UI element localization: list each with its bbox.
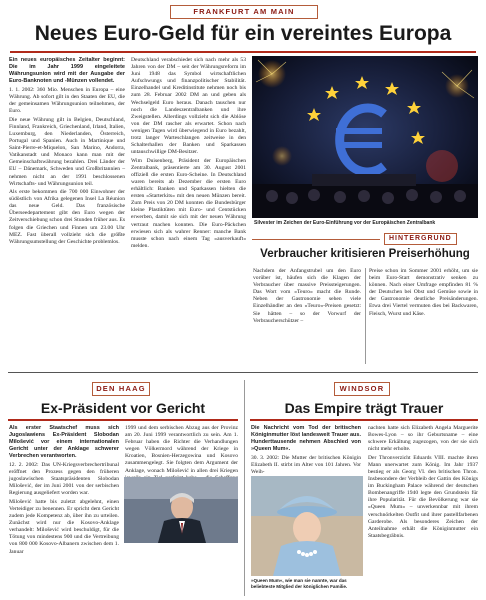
euro-column-1 [9, 57, 125, 369]
queen-mum-illustration [251, 476, 363, 576]
kicker-den-haag: DEN HAAG [92, 382, 150, 396]
haag-col1-p1: 12. 2. 2002: Das UN-Kriegsverbrechertribunal eröffnet den Prozess gegen den früheren jugoslawischen Staatspräsidenten Slobodan Milošević, der im Juni 2001 von der serbischen Regierung ausgeliefert worden war. [9, 462, 119, 497]
preise-column-1 [253, 268, 361, 368]
headline-preiserhoehung: Verbraucher kritisieren Preiserhöhung [260, 248, 470, 260]
windsor-column-1 [251, 425, 361, 475]
headline-ex-praesident: Ex-Präsident vor Gericht [40, 400, 206, 416]
tag-hintergrund: HINTERGRUND [384, 233, 457, 245]
euro-photo-caption: Silvester im Zeichen der Euro-Einführung vor der Europäischen Zentralbank [254, 220, 436, 226]
haag-column-1 [9, 425, 119, 595]
milosevic-photo [124, 477, 238, 543]
euro-lead: Ein neues europäisches Zeitalter beginnt: Die im Jahr 1999 eingeleitete Währungsunion wird mit der Ausgabe der Euro-Banknoten und -Münzen vollendet. [9, 57, 125, 84]
windsor-lead: Die Nachricht vom Tod der britischen Königinmutter löst landesweit Trauer aus. Hunderttausende nehmen Abschied von »Queen Mum«. [251, 425, 361, 452]
windsor-col1-text: 30. 3. 2002: Die Mutter der britischen Königin Elizabeth II. stirbt im Alter von 101 Jahren. Vor Weih- [251, 455, 361, 476]
windsor-rule [250, 419, 478, 421]
haag-lead: Als erster Staatschef muss sich Jugoslawiens Ex-Präsident Slobodan Milošević vor einem internationalen Gericht unter der Anklage schwerer Verbrechen verantworten. [9, 425, 119, 459]
kicker-windsor: WINDSOR [334, 382, 390, 396]
preise-col2-text: Preise schon im Sommer 2001 erhöht, um sie beim Euro-Start demonstrativ senken zu können. Nach einer Umfrage empfinden 81 % der Deutschen bei Obst und Gemüse sowie in der Gastronomie deutliche Preisänderungen. Etwa drei Viertel vermuten dies bei Backwaren, Fleisch, Wurst und Käse. [369, 268, 478, 317]
headline-empire: Das Empire trägt Trauer [284, 400, 444, 416]
euro-sculpture-illustration [252, 56, 478, 218]
preise-column-divider [365, 268, 366, 364]
hintergrund-rule [252, 239, 380, 240]
euro-col2-p1: Deutschland verabschiedet sich nach mehr als 53 Jahren von der DM – seit der Währungsreform im Juni 1948 das Symbol wirtschaftlichen Aufschwungs und finanzpolitischer Stabilität. Einzelhandel und Kreditinstitute nehmen noch bis zum 28. Februar 2002 DM an und geben als Wechselgeld Euro heraus. Danach tauschen nur noch die Landeszentralbanken und ihre Zweigstellen. Allerdings vollzieht sich die Ablöse von der DM rascher als erwartet. Schon nach wenigen Tagen wird überwiegend in Euro bezahlt, trotz langer Warteschlangen zeitweise in den Schalterhallen der Banken und Sparkassen untauschwillige DM-Besitzer. [131, 57, 246, 156]
courtroom-illustration [124, 477, 238, 543]
queen-mum-photo [251, 476, 363, 576]
haag-column-2b [125, 545, 238, 597]
section-separator [8, 372, 478, 373]
euro-col2-p2: Wim Duisenberg, Präsident der Europäischen Zentralbank, präsentierte am 30. August 2001 offiziell die ersten Euro-Scheine. In Deutschland waren bereits ab Dezember die ersten Euro erhältlich: Banken und Sparkassen hielten die ersten »Starterkits« mit den neuen Münzen bereit. Zum Preis von 20 DM konnten die Bundesbürger kleine Plastiktüten mit Euro- und Centstücken erwerben, damit sie sich mit der neuen Währung vertraut machen konnten. Die Euro-Päckchen erwiesen sich als wahrer Renner: manche Bank musste schon nach einem Tag »ausverkauft« melden. [131, 157, 246, 249]
euro-col1-p3: Als erste bekommen die 700 000 Einwohner der südöstlich von Afrika gelegenen Insel La Réunion das neue Geld. Das französische Überseedepartement gibt den Euro wegen der Zeitverschiebung schon drei Stunden früher aus. Es folgen die Griechen und Finnen um 23.00 Uhr MEZ. Fast überall vollzieht sich die größte Währungsumstellung der Geschichte problemlos. [9, 189, 125, 245]
haag-column-2 [125, 425, 238, 475]
haag-col1-p2: Milošević hatte bis zuletzt abgelehnt, einen Verteidiger zu benennen. Er spricht dem Gericht zudem jede Kompetenz ab, über ihn zu urteilen. Zunächst wird nur die Kosovo-Anklage verhandelt: Milošević wird beschuldigt, für die Tötung von mindestens 900 und die Vertreibung von 800 000 Kosovo-Albanern zwischen dem 1. Januar [9, 498, 119, 555]
headline-euro: Neues Euro-Geld für ein vereintes Europa [34, 22, 452, 45]
euro-column-2 [131, 57, 246, 369]
euro-col1-p1: 1. 1. 2002: 360 Mio. Menschen in Europa – eine Währung. Ab sofort gilt in den Staaten der EU, die der gemeinsamen Währungsunion teilnehmen, der Euro. [9, 87, 125, 115]
haag-col2-text: 1999 und dem serbischen Abzug aus der Provinz am 20. Juni 1999 verantwortlich zu sein. Am 1. Februar haben die Richter die Verhandlungen wegen Völkermord während der Kriege in Kroatien, Bosnien-Herzegowina und Kosovo zusammengelegt. Sie folgten dem Argument der Anklage, wonach Milošević in allen drei Kriegen [125, 425, 238, 474]
preise-column-2 [369, 268, 478, 368]
kicker-frankfurt: FRANKFURT AM MAIN [170, 5, 318, 19]
bottom-column-divider [244, 380, 245, 596]
euro-photo [252, 56, 478, 218]
euro-col1-p2: Die neue Währung gilt in Belgien, Deutschland, Finnland, Frankreich, Griechenland, Irland, Italien, Luxemburg, den Niederlanden, Österreich, Portugal und Spanien. Auch in Martinique und Saint-Pierre-et-Miquelon, San Marino, Andorra, Vatikanstadt und Monaco kann man mit der Gemeinschaftswährung bezahlen. Drei Länder der EU – Dänemark, Schweden und Großbritannien – nehmen nicht an der 1991 beschlossenen Wirtschafts- und Währungsunion teil. [9, 116, 125, 187]
windsor-col2-p2: Der Thronverzicht Eduards VIII. machte ihren Mann unerwartet zum König. Im Jahr 1937 bestieg er als Georg VI. den britischen Thron. Insbesondere der Verbleib der Gattin des Königs im Buckingham Palace während der deutschen Bombenangriffe 1940 legte den Grundstein für ihre Popularität. Für die Bevölkerung war sie »Queen Mum« – unverkennbar mit ihrem verschnörkelten Outfit und ihrer pastellfarbenen Garderobe. Als besonderes Zeichen der Anteilnahme erhält die Königinmutter ein Staatsbegräbnis. [368, 454, 478, 539]
windsor-column-2 [368, 425, 478, 597]
preise-col1-text: Nachdem der Anfangstrubel um den Euro vorüber ist, häufen sich die Klagen der Verbraucher über massive Preissteigerungen. Das Wort vom »Teuro« macht die Runde. Neben der Gastronomie sehen viele Einzelhändler an den »Teuro«-Preisen gesetzt: Sie hätten – so der Vorwurf der Verbraucherschützer – [253, 268, 361, 324]
queen-photo-caption: »Queen Mum«, wie man sie nannte, war das beliebteste Mitglied der königlichen Familie. [251, 578, 348, 589]
headline-rule [10, 51, 476, 53]
haag-rule [8, 419, 238, 421]
windsor-col2-p1: nachten hatte sich Elizabeth Angela Marguerite Bowes-Lyon – so ihr Geburtsname – eine schwere Erkältung zugezogen, von der sie sich nicht mehr erholte. [368, 425, 478, 453]
